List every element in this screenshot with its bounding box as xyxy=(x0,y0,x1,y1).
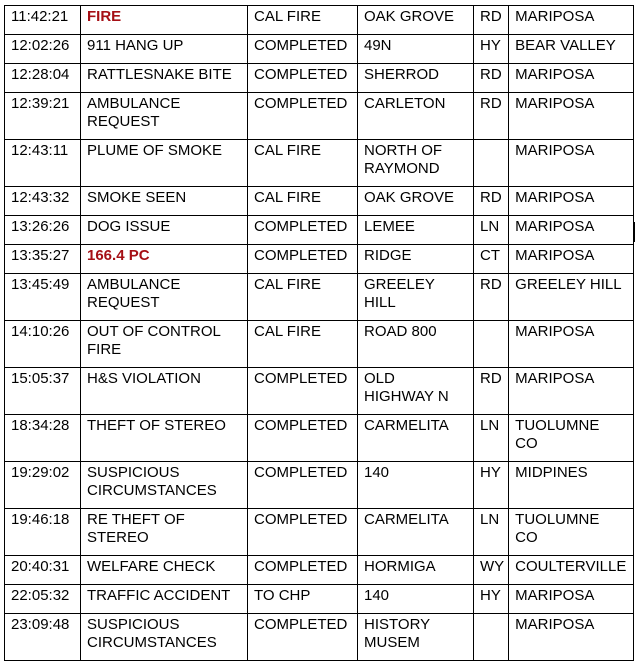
street-cell: HORMIGA xyxy=(358,556,474,585)
city-cell: MARIPOSA xyxy=(509,245,634,274)
street-suffix-cell xyxy=(474,614,509,661)
city-cell: MARIPOSA xyxy=(509,6,634,35)
street-suffix-cell: RD xyxy=(474,6,509,35)
event-cell: DOG ISSUE xyxy=(81,216,248,245)
time-cell: 13:26:26 xyxy=(5,216,81,245)
status-cell: TO CHP xyxy=(248,585,358,614)
event-cell: OUT OF CONTROL FIRE xyxy=(81,321,248,368)
status-cell: COMPLETED xyxy=(248,368,358,415)
street-cell: CARLETON xyxy=(358,93,474,140)
street-suffix-cell: RD xyxy=(474,93,509,140)
table-row xyxy=(5,462,634,509)
street-suffix-cell: HY xyxy=(474,35,509,64)
time-cell: 12:28:04 xyxy=(5,64,81,93)
time-cell: 19:29:02 xyxy=(5,462,81,509)
status-cell: CAL FIRE xyxy=(248,140,358,187)
street-suffix-cell: RD xyxy=(474,64,509,93)
time-cell: 20:40:31 xyxy=(5,556,81,585)
status-cell: CAL FIRE xyxy=(248,274,358,321)
status-cell: COMPLETED xyxy=(248,93,358,140)
table-row xyxy=(5,140,634,187)
street-cell: 49N xyxy=(358,35,474,64)
table-row xyxy=(5,216,634,245)
table-row xyxy=(5,368,634,415)
street-cell: OAK GROVE xyxy=(358,6,474,35)
event-cell: FIRE xyxy=(81,6,248,35)
status-cell: COMPLETED xyxy=(248,614,358,661)
status-cell: COMPLETED xyxy=(248,509,358,556)
time-cell: 12:43:11 xyxy=(5,140,81,187)
street-cell: CARMELITA xyxy=(358,415,474,462)
city-cell: MARIPOSA xyxy=(509,93,634,140)
street-cell: CARMELITA xyxy=(358,509,474,556)
status-cell: COMPLETED xyxy=(248,462,358,509)
event-cell: H&S VIOLATION xyxy=(81,368,248,415)
time-cell: 12:39:21 xyxy=(5,93,81,140)
call-log-table xyxy=(4,5,634,661)
table-row xyxy=(5,93,634,140)
event-cell: AMBULANCE REQUEST xyxy=(81,274,248,321)
street-suffix-cell: CT xyxy=(474,245,509,274)
street-cell: OLD HIGHWAY N xyxy=(358,368,474,415)
city-cell: GREELEY HILL xyxy=(509,274,634,321)
street-suffix-cell: HY xyxy=(474,462,509,509)
city-cell: MARIPOSA xyxy=(509,585,634,614)
city-cell: BEAR VALLEY xyxy=(509,35,634,64)
street-suffix-cell: LN xyxy=(474,415,509,462)
street-cell: ROAD 800 xyxy=(358,321,474,368)
city-cell: TUOLUMNE CO xyxy=(509,415,634,462)
table-row xyxy=(5,415,634,462)
table-row xyxy=(5,556,634,585)
city-cell: TUOLUMNE CO xyxy=(509,509,634,556)
table-row xyxy=(5,585,634,614)
time-cell: 13:35:27 xyxy=(5,245,81,274)
street-suffix-cell xyxy=(474,140,509,187)
time-cell: 23:09:48 xyxy=(5,614,81,661)
street-suffix-cell xyxy=(474,321,509,368)
street-suffix-cell: LN xyxy=(474,509,509,556)
status-cell: CAL FIRE xyxy=(248,321,358,368)
street-cell: RIDGE xyxy=(358,245,474,274)
street-suffix-cell: WY xyxy=(474,556,509,585)
street-suffix-cell: RD xyxy=(474,187,509,216)
event-cell: RE THEFT OF STEREO xyxy=(81,509,248,556)
street-suffix-cell: RD xyxy=(474,274,509,321)
table-row xyxy=(5,187,634,216)
status-cell: COMPLETED xyxy=(248,415,358,462)
street-cell: LEMEE xyxy=(358,216,474,245)
event-cell: AMBULANCE REQUEST xyxy=(81,93,248,140)
event-cell: SUSPICIOUS CIRCUMSTANCES xyxy=(81,614,248,661)
table-row xyxy=(5,245,634,274)
street-suffix-cell: RD xyxy=(474,368,509,415)
city-cell: MARIPOSA xyxy=(509,368,634,415)
status-cell: CAL FIRE xyxy=(248,6,358,35)
time-cell: 11:42:21 xyxy=(5,6,81,35)
city-cell: MARIPOSA xyxy=(509,614,634,661)
street-cell: OAK GROVE xyxy=(358,187,474,216)
city-cell: MARIPOSA xyxy=(509,216,634,245)
time-cell: 14:10:26 xyxy=(5,321,81,368)
event-cell: SMOKE SEEN xyxy=(81,187,248,216)
event-cell: PLUME OF SMOKE xyxy=(81,140,248,187)
street-cell: GREELEY HILL xyxy=(358,274,474,321)
city-cell: MARIPOSA xyxy=(509,64,634,93)
street-suffix-cell: HY xyxy=(474,585,509,614)
event-cell: RATTLESNAKE BITE xyxy=(81,64,248,93)
time-cell: 22:05:32 xyxy=(5,585,81,614)
status-cell: COMPLETED xyxy=(248,35,358,64)
table-row xyxy=(5,274,634,321)
event-cell: TRAFFIC ACCIDENT xyxy=(81,585,248,614)
street-cell: 140 xyxy=(358,462,474,509)
edge-divider xyxy=(634,222,635,242)
time-cell: 12:43:32 xyxy=(5,187,81,216)
table-row xyxy=(5,35,634,64)
status-cell: COMPLETED xyxy=(248,245,358,274)
call-log-body xyxy=(5,6,634,661)
time-cell: 15:05:37 xyxy=(5,368,81,415)
table-row xyxy=(5,6,634,35)
table-row xyxy=(5,509,634,556)
status-cell: CAL FIRE xyxy=(248,187,358,216)
time-cell: 18:34:28 xyxy=(5,415,81,462)
event-cell: 166.4 PC xyxy=(81,245,248,274)
table-row xyxy=(5,64,634,93)
table-row xyxy=(5,321,634,368)
street-cell: 140 xyxy=(358,585,474,614)
street-suffix-cell: LN xyxy=(474,216,509,245)
time-cell: 19:46:18 xyxy=(5,509,81,556)
status-cell: COMPLETED xyxy=(248,64,358,93)
city-cell: MARIPOSA xyxy=(509,140,634,187)
city-cell: MARIPOSA xyxy=(509,187,634,216)
city-cell: MIDPINES xyxy=(509,462,634,509)
city-cell: COULTERVILLE xyxy=(509,556,634,585)
table-row xyxy=(5,614,634,661)
street-cell: NORTH OF RAYMOND xyxy=(358,140,474,187)
event-cell: 911 HANG UP xyxy=(81,35,248,64)
event-cell: THEFT OF STEREO xyxy=(81,415,248,462)
status-cell: COMPLETED xyxy=(248,216,358,245)
event-cell: SUSPICIOUS CIRCUMSTANCES xyxy=(81,462,248,509)
event-cell: WELFARE CHECK xyxy=(81,556,248,585)
status-cell: COMPLETED xyxy=(248,556,358,585)
time-cell: 13:45:49 xyxy=(5,274,81,321)
street-cell: SHERROD xyxy=(358,64,474,93)
street-cell: HISTORY MUSEM xyxy=(358,614,474,661)
time-cell: 12:02:26 xyxy=(5,35,81,64)
city-cell: MARIPOSA xyxy=(509,321,634,368)
